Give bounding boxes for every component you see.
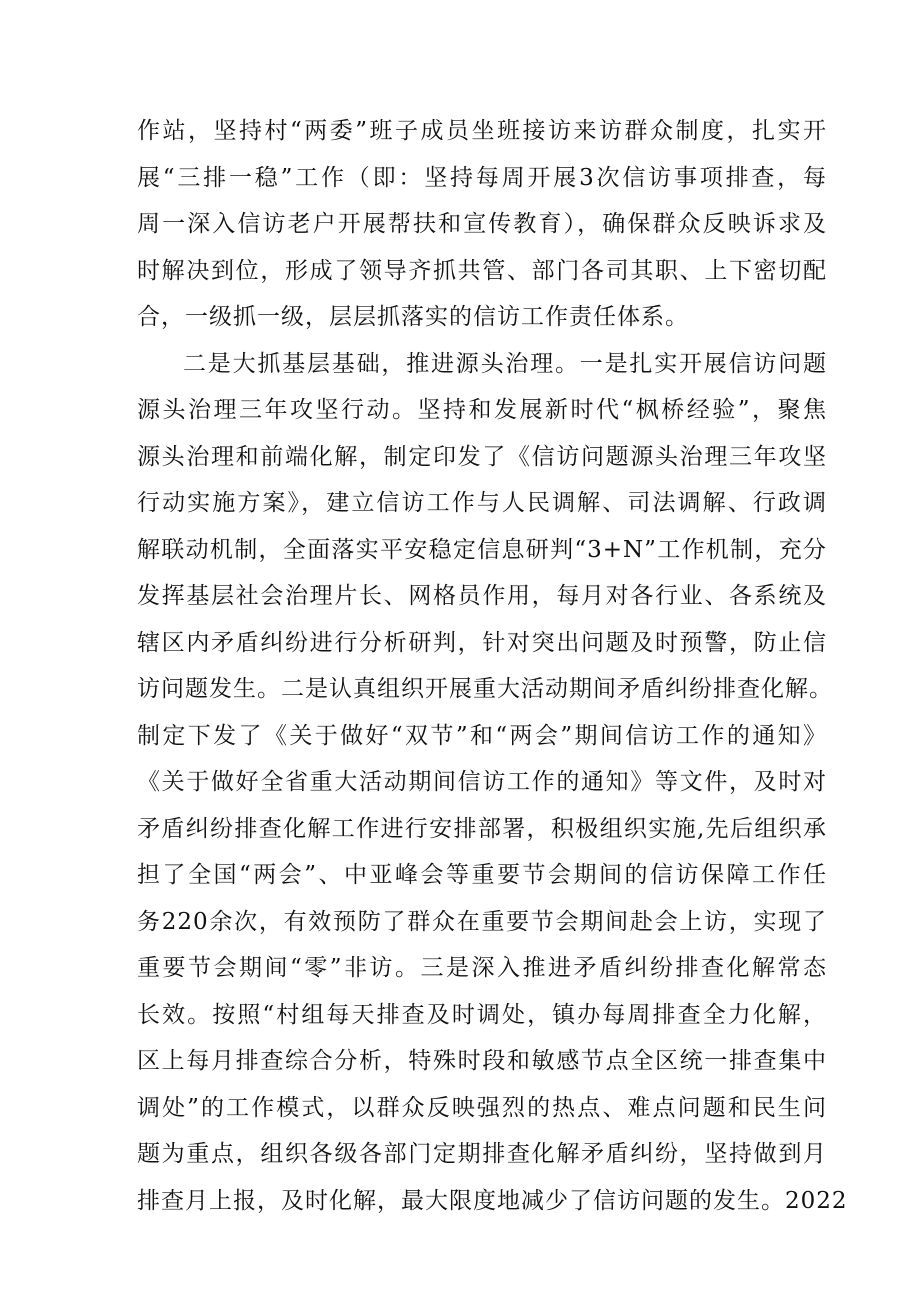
text-line: 行动实施方案》，建立信访工作与人民调解、司法调解、行政调 (137, 490, 827, 516)
text-line: 发挥基层社会治理片长、网格员作用，每月对各行业、各系统及 (137, 583, 827, 609)
text-line: 源头治理和前端化解，制定印发了《信访问题源头治理三年攻坚 (137, 444, 827, 470)
text-line: 展“三排一稳”工作（即：坚持每周开展3次信访事项排查，每 (137, 165, 827, 191)
paragraph-first-line: 二是大抓基层基础，推进源头治理。一是扎实开展信访问题 (183, 351, 827, 377)
text-line: 《关于做好全省重大活动期间信访工作的通知》等文件，及时对 (137, 769, 827, 795)
text-line: 作站，坚持村“两委”班子成员坐班接访来访群众制度，扎实开 (137, 118, 827, 144)
text-line: 调处”的工作模式，以群众反映强烈的热点、难点问题和民生问 (137, 1095, 827, 1121)
text-line: 辖区内矛盾纠纷进行分析研判，针对突出问题及时预警，防止信 (137, 630, 827, 656)
text-line: 合，一级抓一级，层层抓落实的信访工作责任体系。 (137, 304, 689, 330)
text-line: 周一深入信访老户开展帮扶和宣传教育），确保群众反映诉求及 (137, 211, 827, 237)
text-line: 时解决到位，形成了领导齐抓共管、部门各司其职、上下密切配 (137, 258, 827, 284)
text-line: 区上每月排查综合分析，特殊时段和敏感节点全区统一排查集中 (137, 1048, 827, 1074)
text-line: 源头治理三年攻坚行动。坚持和发展新时代“枫桥经验”，聚焦 (137, 397, 827, 423)
text-line: 长效。按照“村组每天排查及时调处，镇办每周排查全力化解， (137, 1002, 827, 1028)
text-line: 矛盾纠纷排查化解工作进行安排部署，积极组织实施,先后组织承 (137, 816, 827, 842)
text-line: 务220余次，有效预防了群众在重要节会期间赴会上访，实现了 (137, 909, 827, 935)
text-line: 解联动机制，全面落实平安稳定信息研判“3+N”工作机制，充分 (137, 537, 827, 563)
text-line: 重要节会期间“零”非访。三是深入推进矛盾纠纷排查化解常态 (137, 955, 827, 981)
text-line: 题为重点，组织各级各部门定期排查化解矛盾纠纷，坚持做到月 (137, 1141, 827, 1167)
text-line: 排查月上报，及时化解，最大限度地减少了信访问题的发生。2022 (137, 1188, 848, 1214)
text-line: 制定下发了《关于做好“双节”和“两会”期间信访工作的通知》 (137, 723, 827, 749)
text-line: 担了全国“两会”、中亚峰会等重要节会期间的信访保障工作任 (137, 862, 827, 888)
text-line: 访问题发生。二是认真组织开展重大活动期间矛盾纠纷排查化解。 (137, 676, 833, 702)
